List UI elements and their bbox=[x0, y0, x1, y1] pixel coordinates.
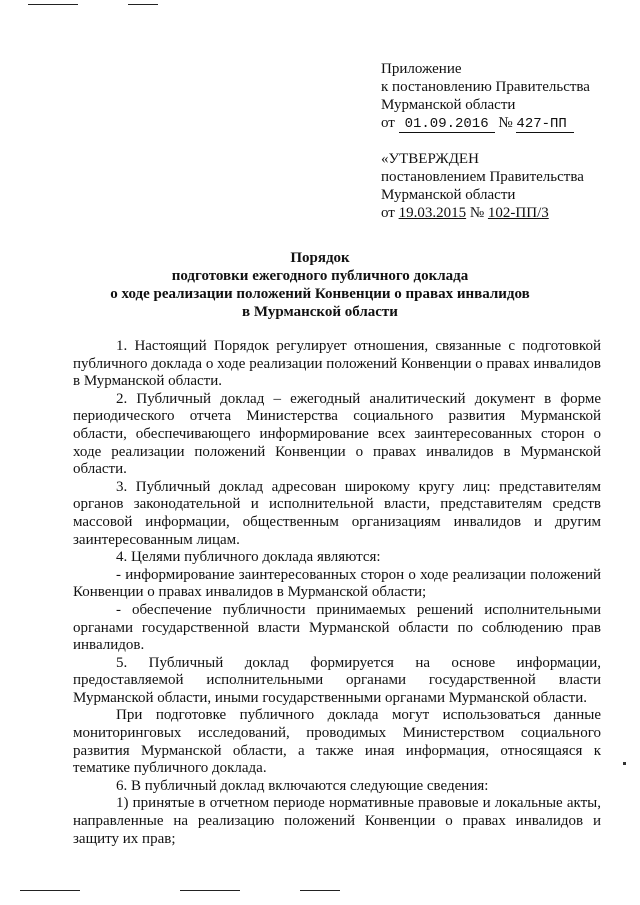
approval-number: 102-ПП/3 bbox=[487, 205, 549, 221]
paragraph-3: 3. Публичный доклад адресован широкому кругу лиц: представителям органов законодательной и исполнительной власти, представителям средств массовой информации, общественным организациям инвалидов и другим заинтересованным лицам. bbox=[73, 478, 601, 548]
approval-line3: Мурманской области bbox=[381, 187, 516, 203]
top-edge-mark-right bbox=[128, 4, 158, 5]
approval-line2: постановлением Правительства bbox=[381, 169, 584, 185]
paragraph-2: 2. Публичный доклад – ежегодный аналитический документ в форме периодического отчета Министерства социального развития Мурманской области, обеспечивающего информирование всех заинтересованных сторон о ходе реализации положений Конвенции о правах инвалидов в Мурманской области. bbox=[73, 390, 601, 478]
paragraph-4-item-1: - информирование заинтересованных сторон о ходе реализации положений Конвенции о правах инвалидов в Мурманской области; bbox=[73, 566, 601, 601]
top-edge-mark-left bbox=[28, 4, 78, 5]
paragraph-4: 4. Целями публичного доклада являются: bbox=[116, 549, 381, 566]
appendix-line1: Приложение bbox=[381, 61, 462, 77]
appendix-line3: Мурманской области bbox=[381, 97, 516, 113]
title-line2: подготовки ежегодного публичного доклада bbox=[171, 268, 469, 284]
approval-date-line bbox=[381, 204, 584, 222]
paragraph-4-item-2: - обеспечение публичности принимаемых решений исполнительными органами государственной власти Мурманской области по соблюдению прав инвалидов. bbox=[73, 601, 601, 654]
appendix-number: 427-ПП bbox=[516, 116, 574, 133]
bottom-edge-mark-3 bbox=[300, 890, 340, 891]
bottom-edge-mark-2 bbox=[180, 890, 240, 891]
paragraph-5-continued: При подготовке публичного доклада могут использоваться данные мониторинговых исследований, проводимых Министерством социального развития Мурманской области, а также иная информация, относящаяся к тематике публичного доклада. bbox=[73, 707, 601, 777]
title-line4: в Мурманской области bbox=[242, 304, 398, 320]
paragraph-6: 6. В публичный доклад включаются следующие сведения: bbox=[116, 777, 489, 794]
appendix-date-prefix: от bbox=[381, 115, 395, 131]
appendix-date: 01.09.2016 bbox=[399, 116, 495, 133]
appendix-number-sign: № bbox=[498, 115, 513, 131]
approval-date: 19.03.2015 bbox=[398, 205, 467, 221]
approval-number-sign: № bbox=[469, 205, 485, 221]
paragraph-6-item-1: 1) принятые в отчетном периоде нормативные правовые и локальные акты, направленные на реализацию положений Конвенции о правах инвалидов и защиту их прав; bbox=[73, 795, 601, 847]
scan-speck bbox=[623, 762, 626, 765]
paragraph-1: 1. Настоящий Порядок регулирует отношения, связанные с подготовкой публичного доклада о ходе реализации положений Конвенции о правах инвалидов в Мурманской области. bbox=[73, 338, 601, 390]
appendix-date-line bbox=[381, 114, 590, 133]
approval-date-prefix: от bbox=[381, 205, 395, 221]
paragraph-5: 5. Публичный доклад формируется на основе информации, предоставляемой исполнительными органами государственной власти Мурманской области, иными государственными органами Мурманской области. bbox=[73, 654, 601, 706]
approval-block bbox=[381, 150, 584, 222]
title-line1: Порядок bbox=[290, 250, 350, 266]
title-line3: о ходе реализации положений Конвенции о правах инвалидов bbox=[110, 286, 530, 302]
document-title bbox=[40, 249, 600, 321]
appendix-block bbox=[381, 60, 590, 133]
document-body bbox=[73, 338, 601, 848]
appendix-line2: к постановлению Правительства bbox=[381, 79, 590, 95]
bottom-edge-mark-1 bbox=[20, 890, 80, 891]
approval-line1: «УТВЕРЖДЕН bbox=[381, 151, 479, 167]
